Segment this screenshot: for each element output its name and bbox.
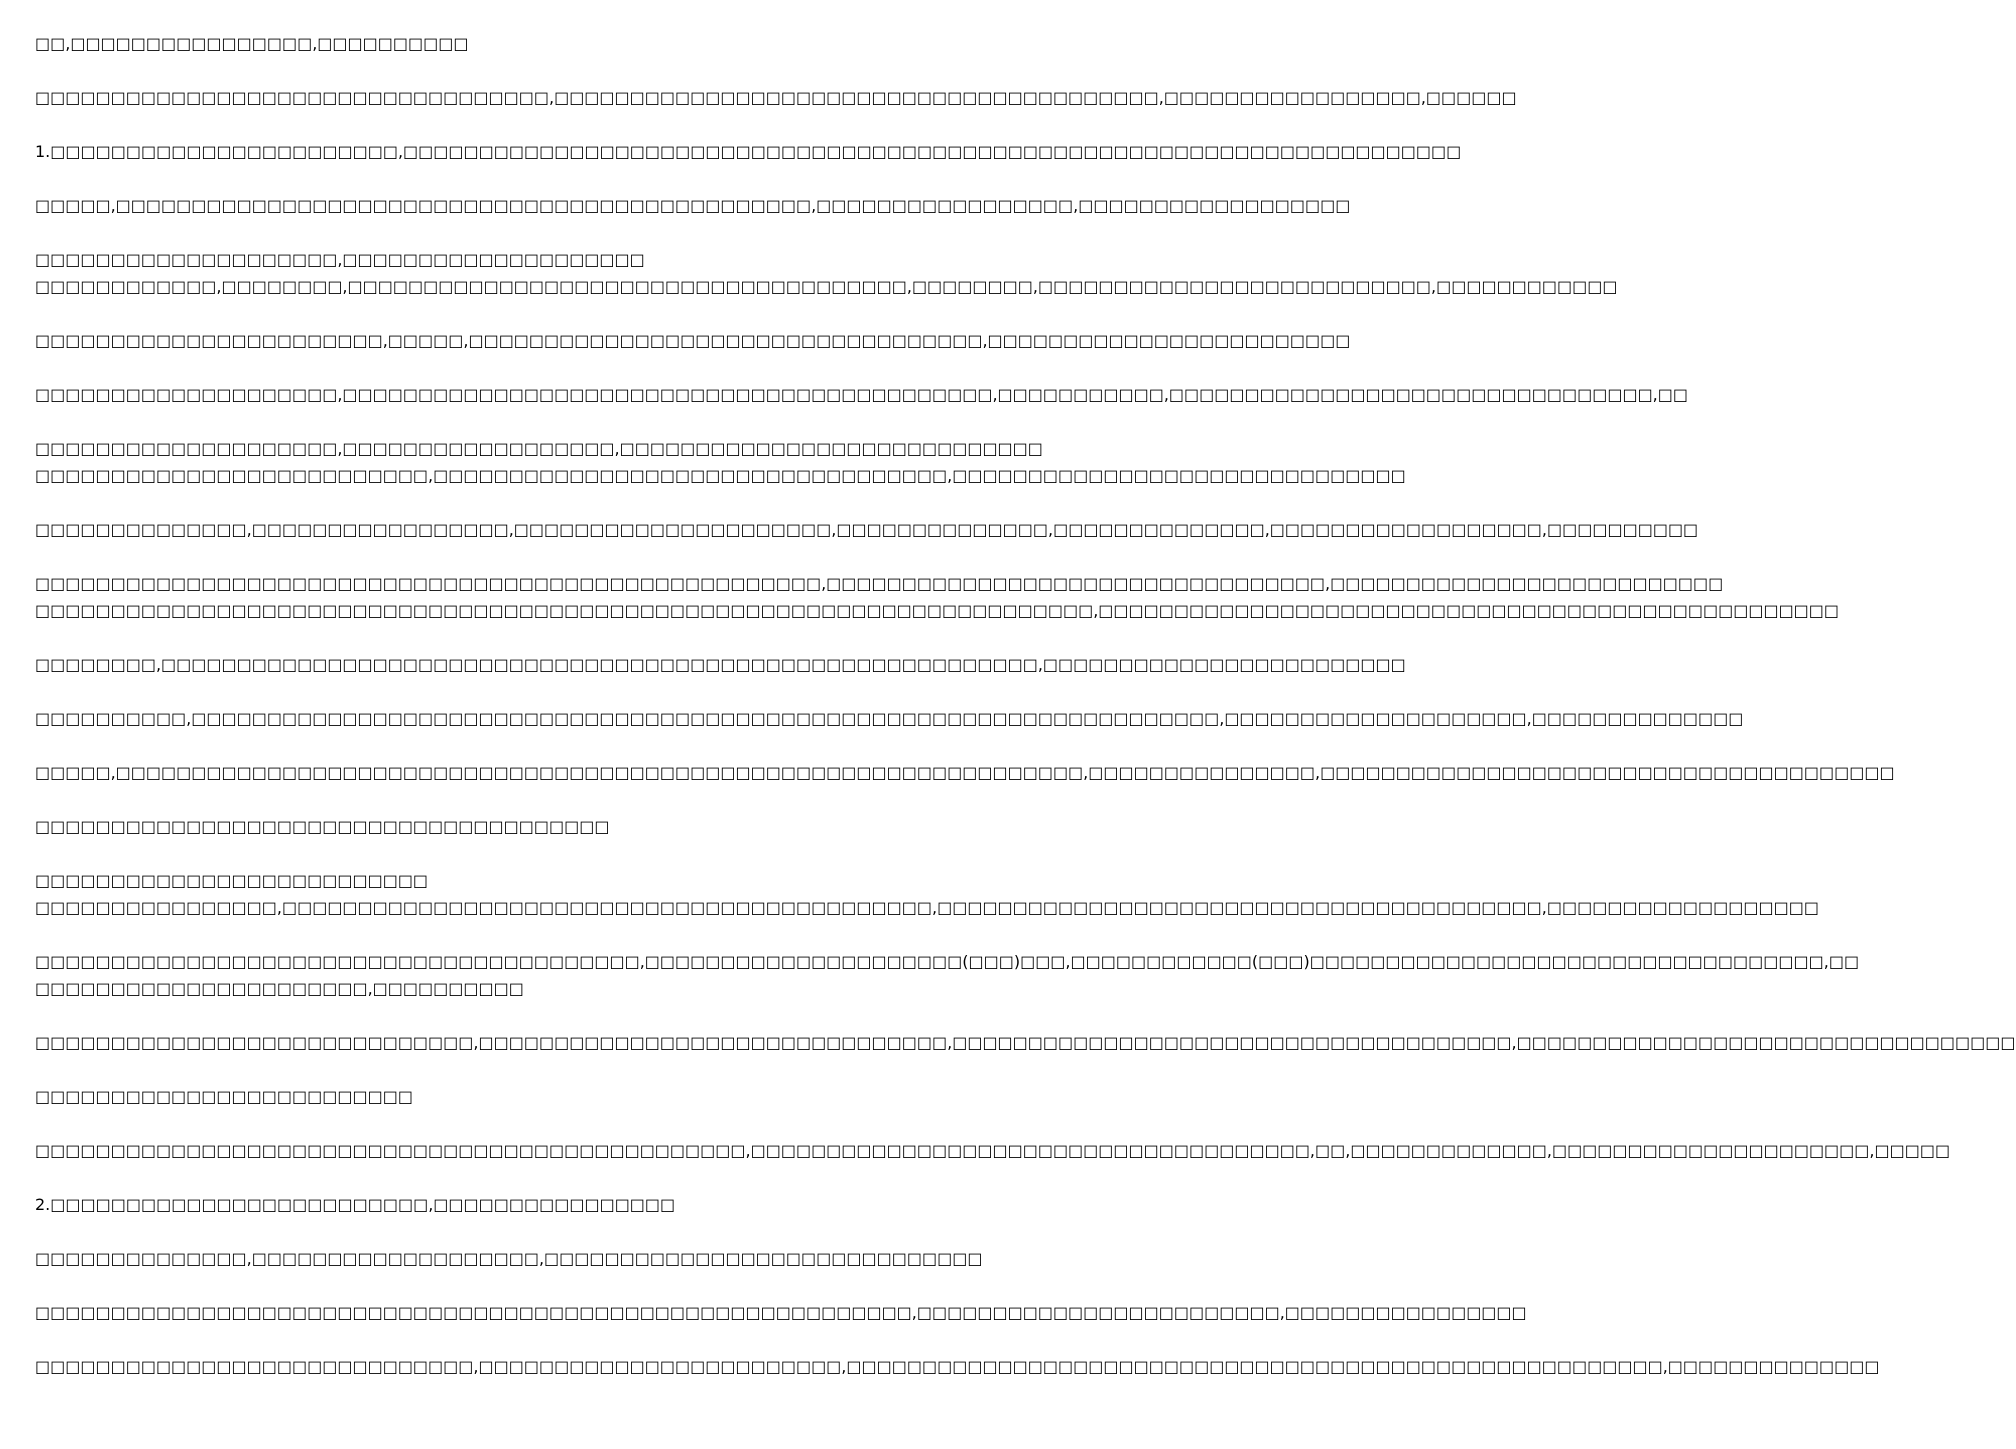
text-line: □□□□□,□□□□□□□□□□□□□□□□□□□□□□□□□□□□□□□□□□□□□□□□□□□□□□,□□□□□□□□□□□□□□□□□,□□□□□□□□□□□□□□□□□□ xyxy=(35,196,1351,215)
paragraph-gap xyxy=(35,354,989,381)
text-line: 1.□□□□□□□□□□□□□□□□□□□□□□□,□□□□□□□□□□□□□□□□□□□□□□□□□□□□□□□□□□□□□□□□□□□□□□□□□□□□□□□□□□□□□□□□□□□□□□ xyxy=(35,142,1462,161)
paragraph-gap xyxy=(35,111,989,138)
text-line: □□□□□□□□□□□□□□□□□□□□□□□□□□□□□□□□□□□□□□□□,□□□□□□□□□□□□□□□□□□□□□(□□□)□□□,□□□□□□□□□□□□(□□□)□□□□□□□□□□□□□□□□□□□□□□□□□□□□□□□□□□,□□ xyxy=(35,952,1860,971)
text-line: □□□□□□□□□□□□□□,□□□□□□□□□□□□□□□□□,□□□□□□□□□□□□□□□□□□□□□,□□□□□□□□□□□□□□,□□□□□□□□□□□□□□,□□□□□□□□□□□□□□□□□□,□□□□□□□□□□ xyxy=(35,520,1699,539)
text-line: □□□□□□□□□□□□□□□□□□□□□□□□□□□□□□□□□□□□□□□□□□□□□□□□□□□□,□□□□□□□□□□□□□□□□□□□□□□□□□□□□□□□□□,□□□□□□□□□□□□□□□□□□□□□□□□□□ xyxy=(35,574,1724,593)
text-line: □□□□□□□□□□□□□□□□□□□□□□□□□□□□□□□□□□□□□□□□□□□□□□□,□□□□□□□□□□□□□□□□□□□□□□□□□□□□□□□□□□□□□,□□,□□□□□□□□□□□□□,□□□□□□□□□□□□□□□□□□□□□,□□□□□ xyxy=(35,1141,1951,1160)
paragraph-gap xyxy=(35,732,989,759)
text-line: 2.□□□□□□□□□□□□□□□□□□□□□□□□□,□□□□□□□□□□□□□□□□ xyxy=(35,1195,676,1214)
paragraph-gap xyxy=(35,300,989,327)
paragraph-gap xyxy=(35,678,989,705)
paragraph-gap xyxy=(35,219,989,246)
paragraph-gap xyxy=(35,165,989,192)
text-line: □□□□□□□□□□□□□□,□□□□□□□□□□□□□□□□□□□,□□□□□□□□□□□□□□□□□□□□□□□□□□□□□ xyxy=(35,1249,983,1268)
paragraph-gap xyxy=(35,543,989,570)
text-line: □□□□□□□□□□□□□□□□□□□□□□,□□□□□□□□□□ xyxy=(35,979,524,998)
text-line: □□□□□□□□□□□□,□□□□□□□□,□□□□□□□□□□□□□□□□□□□□□□□□□□□□□□□□□□□□□,□□□□□□□□,□□□□□□□□□□□□□□□□□□□□□□□□□□,□□□□□□□□□□□□ xyxy=(35,277,1618,296)
text-line: □□,□□□□□□□□□□□□□□□□,□□□□□□□□□□ xyxy=(35,34,469,53)
paragraph-gap xyxy=(35,786,989,813)
text-line: □□□□□□□□□□,□□□□□□□□□□□□□□□□□□□□□□□□□□□□□□□□□□□□□□□□□□□□□□□□□□□□□□□□□□□□□□□□□□□□,□□□□□□□□□□□□□□□□□□□□,□□□□□□□□□□□□□□ xyxy=(35,709,1744,728)
paragraph-gap xyxy=(35,408,989,435)
paragraph-gap xyxy=(35,921,989,948)
text-line: □□□□□□□□□□□□□□□□□□□□□□□□□□□□□□□□□□□□□□□□□□□□□□□□□□□□□□□□□□,□□□□□□□□□□□□□□□□□□□□□□□□,□□□□□□□□□□□□□□□□ xyxy=(35,1303,1527,1322)
paragraph-gap xyxy=(35,1110,989,1137)
text-line: □□□□□□□□□□□□□□□□□□□□□□□□□□,□□□□□□□□□□□□□□□□□□□□□□□□□□□□□□□□□□,□□□□□□□□□□□□□□□□□□□□□□□□□□□□□□ xyxy=(35,466,1406,485)
paragraph-gap xyxy=(35,624,989,651)
paragraph-gap xyxy=(35,489,989,516)
text-line: □□□□□□□□□□□□□□□□□□□□□□□□□□□□□,□□□□□□□□□□□□□□□□□□□□□□□□□□□□□□□,□□□□□□□□□□□□□□□□□□□□□□□□□□□□□□□□□□□□□,□□□□□□□□□□□□□□□□□□□□□□□□□□□□□□□□□ xyxy=(35,1033,2016,1052)
paragraph-gap xyxy=(35,1272,989,1299)
document-body xyxy=(35,30,2016,1380)
text-line: □□□□□□□□□□□□□□□□□□□□□□□□□ xyxy=(35,1087,413,1106)
text-line: □□□□□□□□□□□□□□□□□□□□□□□□□□□□□□□□□□,□□□□□□□□□□□□□□□□□□□□□□□□□□□□□□□□□□□□□□□□,□□□□□□□□□□□□□□□□□,□□□□□□ xyxy=(35,88,1517,107)
paragraph-gap xyxy=(35,1056,989,1083)
paragraph-gap xyxy=(35,57,989,84)
text-line: □□□□□□□□□□□□□□□□□□□□□□□,□□□□□,□□□□□□□□□□□□□□□□□□□□□□□□□□□□□□□□□□,□□□□□□□□□□□□□□□□□□□□□□□□ xyxy=(35,331,1351,350)
text-line: □□□□□□□□□□□□□□□□□□□□□□□□□□□□□,□□□□□□□□□□□□□□□□□□□□□□□□,□□□□□□□□□□□□□□□□□□□□□□□□□□□□□□□□□□□□□□□□□□□□□□□□□□□□□□,□□□□□□□□□□□□□□ xyxy=(35,1357,1880,1376)
text-line: □□□□□□□□□□□□□□□□□□□□□□□□□□ xyxy=(35,871,429,890)
paragraph-gap xyxy=(35,840,989,867)
text-line: □□□□□□□□□□□□□□□□□□□□,□□□□□□□□□□□□□□□□□□□□□□□□□□□□□□□□□□□□□□□□□□□,□□□□□□□□□□□,□□□□□□□□□□□□□□□□□□□□□□□□□□□□□□□□,□□ xyxy=(35,385,1688,404)
text-line: □□□□□□□□□□□□□□□□□□□□,□□□□□□□□□□□□□□□□□□,□□□□□□□□□□□□□□□□□□□□□□□□□□□□ xyxy=(35,439,1043,458)
text-line: □□□□□□□□□□□□□□□□,□□□□□□□□□□□□□□□□□□□□□□□□□□□□□□□□□□□□□□□□□□□,□□□□□□□□□□□□□□□□□□□□□□□□□□□□□□□□□□□□□□□□,□□□□□□□□□□□□□□□□□□ xyxy=(35,898,1819,917)
text-line: □□□□□□□□□□□□□□□□□□□□□□□□□□□□□□□□□□□□□□□□□□□□□□□□□□□□□□□□□□□□□□□□□□□□□□,□□□□□□□□□□□□□□□□□□□□□□□□□□□□□□□□□□□□□□□□□□□□□□□□□ xyxy=(35,601,1840,620)
paragraph-gap xyxy=(35,1218,989,1245)
text-line: □□□□□□□□□□□□□□□□□□□□□□□□□□□□□□□□□□□□□□ xyxy=(35,817,610,836)
paragraph-gap xyxy=(35,1002,989,1029)
text-line: □□□□□□□□,□□□□□□□□□□□□□□□□□□□□□□□□□□□□□□□□□□□□□□□□□□□□□□□□□□□□□□□□□□,□□□□□□□□□□□□□□□□□□□□□□□□ xyxy=(35,655,1406,674)
text-line: □□□□□,□□□□□□□□□□□□□□□□□□□□□□□□□□□□□□□□□□□□□□□□□□□□□□□□□□□□□□□□□□□□□□□□,□□□□□□□□□□□□□□□,□□□□□□□□□□□□□□□□□□□□□□□□□□□□□□□□□□□□□□ xyxy=(35,763,1895,782)
text-line: □□□□□□□□□□□□□□□□□□□□,□□□□□□□□□□□□□□□□□□□□ xyxy=(35,250,645,269)
paragraph-gap xyxy=(35,1164,989,1191)
paragraph-gap xyxy=(35,1326,989,1353)
